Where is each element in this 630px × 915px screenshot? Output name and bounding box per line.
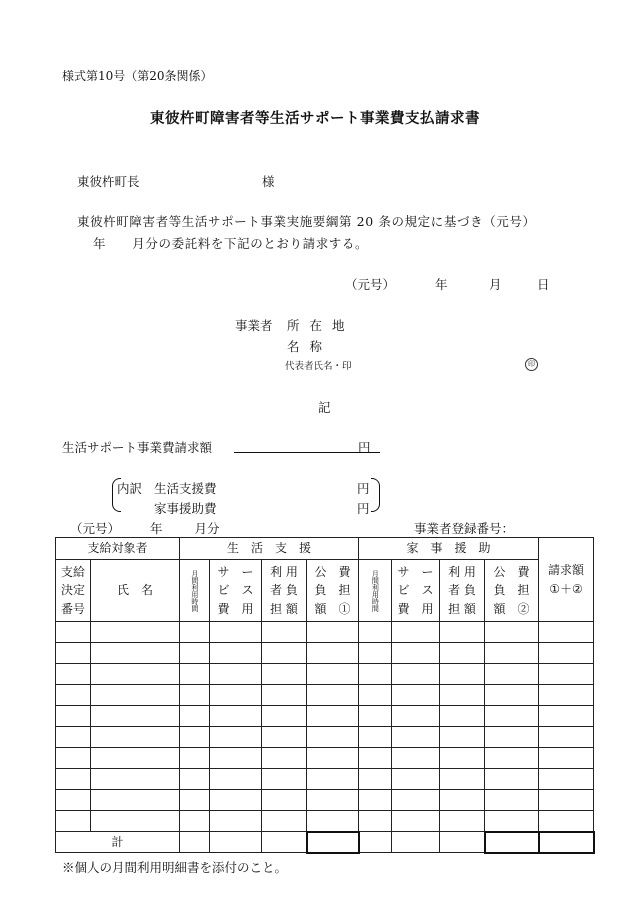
period-month: 月分: [194, 521, 220, 536]
table-cell[interactable]: [440, 727, 485, 748]
table-row: [56, 811, 594, 832]
table-cell[interactable]: [307, 706, 359, 727]
table-cell[interactable]: [485, 727, 539, 748]
table-cell[interactable]: [307, 769, 359, 790]
table-cell[interactable]: [180, 811, 210, 832]
table-cell[interactable]: [262, 790, 307, 811]
table-cell[interactable]: [392, 727, 440, 748]
table-cell[interactable]: [56, 727, 91, 748]
header-housework-support: 家 事 援 助: [359, 538, 539, 560]
table-cell[interactable]: [91, 622, 180, 643]
table-cell[interactable]: [307, 643, 359, 664]
table-cell[interactable]: [91, 748, 180, 769]
table-cell[interactable]: [56, 685, 91, 706]
housework-support-label: 家事援助費: [154, 501, 217, 516]
table-cell[interactable]: [307, 748, 359, 769]
kaji-yen: 円: [357, 501, 370, 516]
table-cell[interactable]: [485, 643, 539, 664]
table-cell[interactable]: [91, 727, 180, 748]
body-text-line2: 年 月分の委託料を下記のとおり請求する。: [93, 236, 369, 251]
table-cell[interactable]: [262, 811, 307, 832]
table-cell[interactable]: [359, 811, 392, 832]
table-cell[interactable]: [56, 643, 91, 664]
table-cell[interactable]: [440, 622, 485, 643]
table-cell[interactable]: [485, 811, 539, 832]
table-cell[interactable]: [91, 685, 180, 706]
table-cell[interactable]: [262, 622, 307, 643]
table-cell[interactable]: [440, 769, 485, 790]
table-cell[interactable]: [392, 706, 440, 727]
billing-period: [70, 519, 220, 537]
form-number: 様式第10号（第20条関係）: [62, 69, 213, 83]
period-year: 年: [150, 521, 163, 536]
table-cell[interactable]: [180, 706, 210, 727]
date-line: [345, 275, 549, 293]
total-cell[interactable]: [359, 832, 392, 853]
table-cell[interactable]: [359, 685, 392, 706]
table-cell[interactable]: [210, 769, 262, 790]
table-cell[interactable]: [91, 769, 180, 790]
table-cell[interactable]: [359, 643, 392, 664]
table-cell[interactable]: [539, 664, 594, 685]
table-cell[interactable]: [210, 727, 262, 748]
breakdown-label: 内訳: [117, 481, 143, 496]
table-cell[interactable]: [180, 622, 210, 643]
honorific: 様: [262, 174, 275, 189]
table-cell[interactable]: [359, 748, 392, 769]
table-cell[interactable]: [56, 769, 91, 790]
table-cell[interactable]: [91, 643, 180, 664]
table-row: [56, 622, 594, 643]
table-cell[interactable]: [539, 622, 594, 643]
table-row: [56, 790, 594, 811]
table-cell[interactable]: [359, 622, 392, 643]
table-row: [56, 727, 594, 748]
table-cell[interactable]: [440, 706, 485, 727]
document-title: 東彼杵町障害者等生活サポート事業費支払請求書: [150, 110, 480, 127]
claim-formula: ①＋②: [549, 581, 583, 596]
table-cell[interactable]: [392, 685, 440, 706]
table-cell[interactable]: [485, 685, 539, 706]
header-decision-number: 支給 決定 番号: [56, 560, 91, 622]
table-cell[interactable]: [307, 685, 359, 706]
period-era: （元号）: [70, 521, 121, 536]
table-cell[interactable]: [392, 790, 440, 811]
header-public-burden-1: 公 費 負 担 額 ①: [307, 560, 359, 622]
address-label: 所在地: [287, 318, 355, 333]
table-cell[interactable]: [440, 811, 485, 832]
table-cell[interactable]: [262, 748, 307, 769]
seal-mark: 印: [525, 358, 538, 371]
table-cell[interactable]: [180, 727, 210, 748]
table-cell[interactable]: [210, 748, 262, 769]
table-cell[interactable]: [440, 748, 485, 769]
date-month: 月: [488, 277, 502, 292]
table-cell[interactable]: [210, 622, 262, 643]
table-cell[interactable]: [180, 685, 210, 706]
body-text-line1: 東彼杵町障害者等生活サポート事業実施要綱第 20 条の規定に基づき（元号）: [77, 214, 536, 229]
table-cell[interactable]: [180, 643, 210, 664]
header-service-cost-2: サ ー ビ ス 費 用: [392, 560, 440, 622]
date-year: 年: [434, 277, 448, 292]
table-cell[interactable]: [262, 685, 307, 706]
table-cell[interactable]: [56, 811, 91, 832]
seikatsu-yen: 円: [357, 481, 370, 496]
table-cell[interactable]: [539, 748, 594, 769]
claim-amount-label: 生活サポート事業費請求額: [62, 440, 213, 455]
table-cell[interactable]: [485, 769, 539, 790]
table-cell[interactable]: [91, 664, 180, 685]
table-cell[interactable]: [392, 643, 440, 664]
table-cell[interactable]: [180, 790, 210, 811]
table-cell[interactable]: [392, 811, 440, 832]
name-label: 名称: [287, 339, 333, 354]
header-user-burden-2: 利 用 者 負 担 額: [440, 560, 485, 622]
table-cell[interactable]: [180, 769, 210, 790]
table-cell[interactable]: [440, 790, 485, 811]
table-cell[interactable]: [56, 664, 91, 685]
business-label: 事業者: [235, 318, 273, 333]
date-day: 日: [536, 277, 550, 292]
table-cell[interactable]: [485, 664, 539, 685]
table-cell[interactable]: [440, 685, 485, 706]
header-seikatsu-support: 生 活 支 援: [180, 538, 359, 560]
table-cell[interactable]: [359, 790, 392, 811]
total-public-burden-2[interactable]: [485, 832, 539, 853]
registration-number-label: 事業者登録番号：: [414, 521, 515, 536]
total-cell[interactable]: [440, 832, 485, 853]
table-cell[interactable]: [359, 769, 392, 790]
table-cell[interactable]: [262, 727, 307, 748]
table-row: [56, 748, 594, 769]
table-cell[interactable]: [359, 706, 392, 727]
table-row: [56, 685, 594, 706]
table-cell[interactable]: [440, 643, 485, 664]
total-public-burden-1[interactable]: [307, 832, 359, 853]
table-cell[interactable]: [539, 685, 594, 706]
table-cell[interactable]: [485, 790, 539, 811]
total-cell[interactable]: [262, 832, 307, 853]
table-cell[interactable]: [485, 622, 539, 643]
table-cell[interactable]: [210, 664, 262, 685]
seikatsu-support-label: 生活支援費: [154, 481, 217, 496]
header-service-cost-1: サ ー ビ ス 費 用: [210, 560, 262, 622]
table-cell[interactable]: [440, 664, 485, 685]
attachment-note: ※個人の月間利用明細書を添付のこと。: [62, 860, 288, 875]
header-name: 氏 名: [91, 560, 180, 622]
table-cell[interactable]: [56, 790, 91, 811]
header-public-burden-2: 公 費 負 担 額 ②: [485, 560, 539, 622]
representative-label: 代表者氏名・印: [285, 361, 352, 372]
table-cell[interactable]: [262, 706, 307, 727]
table-cell[interactable]: [485, 706, 539, 727]
table-cell[interactable]: [210, 685, 262, 706]
table-cell[interactable]: [91, 706, 180, 727]
date-era: （元号）: [345, 277, 396, 292]
table-cell[interactable]: [392, 748, 440, 769]
table-cell[interactable]: [210, 790, 262, 811]
table-cell[interactable]: [539, 790, 594, 811]
table-cell[interactable]: [359, 727, 392, 748]
table-cell[interactable]: [262, 643, 307, 664]
table-cell[interactable]: [56, 748, 91, 769]
table-cell[interactable]: [539, 727, 594, 748]
table-cell[interactable]: [485, 748, 539, 769]
table-cell[interactable]: [262, 664, 307, 685]
table-row: [56, 664, 594, 685]
table-cell[interactable]: [56, 622, 91, 643]
billing-table: [55, 537, 595, 854]
table-cell[interactable]: [392, 664, 440, 685]
table-cell[interactable]: [392, 769, 440, 790]
header-claim-amount: [539, 538, 594, 622]
total-label: 計: [56, 832, 180, 853]
table-cell[interactable]: [91, 811, 180, 832]
table-cell[interactable]: [210, 811, 262, 832]
table-cell[interactable]: [180, 748, 210, 769]
table-cell[interactable]: [307, 664, 359, 685]
claim-amount-yen: 円: [358, 440, 371, 455]
table-cell[interactable]: [307, 790, 359, 811]
total-cell[interactable]: [210, 832, 262, 853]
breakdown-brace-right: [371, 478, 380, 512]
table-cell[interactable]: [307, 811, 359, 832]
table-cell[interactable]: [539, 643, 594, 664]
table-cell[interactable]: [392, 622, 440, 643]
table-cell[interactable]: [262, 769, 307, 790]
header-monthly-hours-1: 月間利用時間: [180, 560, 210, 622]
table-cell[interactable]: [359, 664, 392, 685]
total-cell[interactable]: [392, 832, 440, 853]
table-row: [56, 643, 594, 664]
table-cell[interactable]: [180, 664, 210, 685]
table-cell[interactable]: [307, 622, 359, 643]
table-cell[interactable]: [539, 769, 594, 790]
table-cell[interactable]: [210, 706, 262, 727]
total-claim-amount[interactable]: [539, 832, 594, 853]
header-monthly-hours-2: 月間利用時間: [359, 560, 392, 622]
total-cell[interactable]: [180, 832, 210, 853]
table-cell[interactable]: [91, 790, 180, 811]
table-row: [56, 706, 594, 727]
table-cell[interactable]: [539, 706, 594, 727]
table-row: [56, 769, 594, 790]
claim-label: 請求額: [547, 562, 584, 577]
table-cell[interactable]: [539, 811, 594, 832]
ki-heading: 記: [318, 400, 331, 415]
addressee: 東彼杵町長: [77, 174, 140, 189]
header-user-burden-1: 利 用 者 負 担 額: [262, 560, 307, 622]
header-recipient: 支給対象者: [56, 538, 180, 560]
table-cell[interactable]: [210, 643, 262, 664]
table-cell[interactable]: [307, 727, 359, 748]
table-cell[interactable]: [56, 706, 91, 727]
